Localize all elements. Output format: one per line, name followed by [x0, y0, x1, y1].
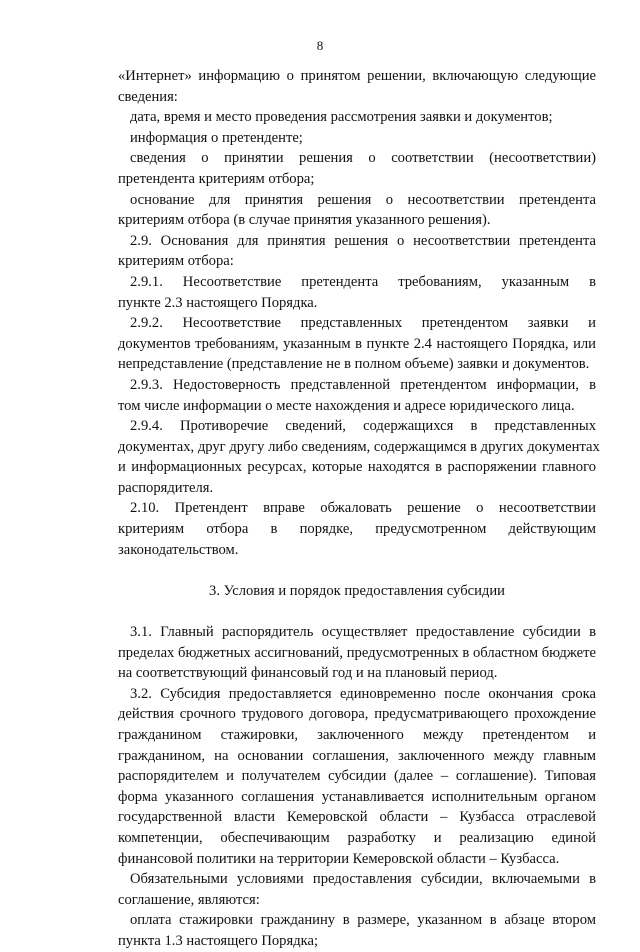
page-number: 8 [316, 38, 324, 53]
text-line: действия срочного трудового договора, предусматривающего прохождение [118, 706, 596, 723]
text-line: государственной власти Кемеровской области – Кузбасса отраслевой [118, 809, 596, 826]
text-line: финансовой политики на территории Кемеровской области – Кузбасса. [118, 850, 560, 867]
text-line: критериям отбора в порядке, предусмотренном действующим [118, 521, 596, 538]
document-body [118, 66, 600, 952]
text-line: 2.9.4. Противоречие сведений, содержащихся в представленных [130, 418, 596, 435]
text-line: распорядителя. [118, 479, 214, 496]
text-line: непредставление (представление не в полном объеме) заявки и документов. [118, 356, 590, 373]
paragraph [118, 684, 596, 869]
paragraph [118, 622, 596, 684]
text-line: пункта 1.3 настоящего Порядка; [118, 932, 319, 949]
paragraph [118, 375, 596, 416]
text-line: распорядителем и получателем субсидии (далее – соглашение). Типовая [118, 768, 596, 785]
blank-line [118, 560, 596, 581]
paragraph [118, 272, 596, 313]
text-line: 2.9.3. Недостоверность представленной претендентом информации, в [130, 376, 596, 393]
section-heading-text: 3. Условия и порядок предоставления субсидии [209, 582, 505, 599]
text-line: 3.2. Субсидия предоставляется единовременно после окончания срока [130, 685, 596, 702]
text-line: 2.10. Претендент вправе обжаловать решение о несоответствии [130, 500, 596, 517]
text-line: информация о претенденте; [130, 129, 303, 146]
text-line: оплата стажировки гражданину в размере, указанном в абзаце втором [130, 912, 596, 929]
paragraph [118, 128, 596, 149]
text-line: компетенции, обеспечивающим разработку и реализацию единой [118, 829, 596, 846]
text-line: основание для принятия решения о несоответствии претендента [130, 191, 596, 208]
text-line: «Интернет» информацию о принятом решении, включающую следующие [118, 68, 596, 84]
blank-line [118, 601, 596, 622]
text-line: 2.9.1. Несоответствие претендента требованиям, указанным в [130, 273, 596, 290]
text-line: пункте 2.3 настоящего Порядка. [118, 294, 318, 311]
paragraph [118, 910, 596, 951]
text-line: пределах бюджетных ассигнований, предусмотренных в областном бюджете [118, 644, 596, 661]
paragraph [118, 498, 596, 560]
text-line: законодательством. [118, 541, 239, 558]
text-line: документах, друг другу либо сведениям, содержащимся в других документах [118, 438, 600, 455]
text-line: критериям отбора: [118, 253, 234, 270]
text-line: сведения: [118, 88, 178, 105]
paragraph [118, 107, 596, 128]
text-line: претендента критериям отбора; [118, 170, 315, 187]
text-line: форма указанного соглашения устанавливается исполнительным органом [118, 788, 596, 805]
paragraph [118, 148, 596, 189]
text-line: том числе информации о месте нахождения и адресе юридического лица. [118, 397, 575, 414]
paragraph [118, 416, 600, 498]
text-line: гражданином стажировки, заключенного между претендентом и [118, 727, 596, 743]
text-line: документов требованиям, указанным в пункте 2.4 настоящего Порядка, или [118, 335, 596, 352]
text-line: 2.9.2. Несоответствие представленных претендентом заявки и [130, 315, 596, 332]
text-line: Обязательными условиями предоставления субсидии, включаемыми в [130, 871, 596, 888]
section-heading [118, 581, 596, 602]
text-line: гражданином, на основании соглашения, заключенного между главным [118, 747, 596, 764]
paragraph [118, 66, 596, 107]
paragraph [118, 869, 596, 910]
text-line: на соответствующий финансовый год и на плановый период. [118, 665, 498, 682]
text-line: сведения о принятии решения о соответствии (несоответствии) [130, 150, 596, 167]
text-line: и информационных ресурсах, которые находятся в распоряжении главного [118, 459, 596, 476]
paragraph [118, 313, 596, 375]
text-line: 3.1. Главный распорядитель осуществляет предоставление субсидии в [130, 624, 596, 641]
paragraph [118, 231, 596, 272]
text-line: дата, время и место проведения рассмотрения заявки и документов; [130, 109, 553, 126]
paragraph [118, 190, 596, 231]
text-line: 2.9. Основания для принятия решения о несоответствии претендента [130, 232, 596, 249]
text-line: критериям отбора (в случае принятия указанного решения). [118, 212, 491, 229]
text-line: соглашение, являются: [118, 891, 260, 908]
